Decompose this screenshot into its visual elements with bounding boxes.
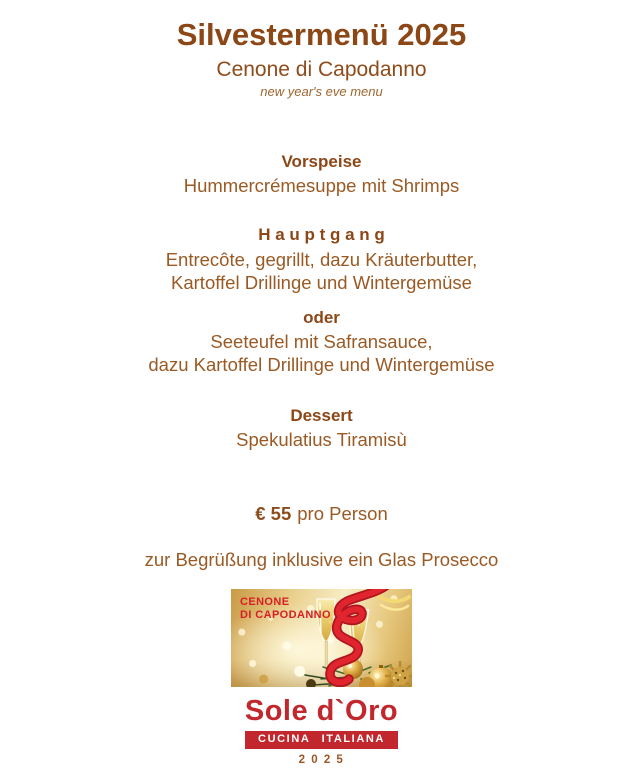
course-heading: oder xyxy=(303,307,340,327)
page-subtitle: Cenone di Capodanno xyxy=(216,58,427,82)
price-line xyxy=(0,503,643,525)
dark-ornament-silhouette xyxy=(306,679,316,687)
course-line: Spekulatius Tiramisù xyxy=(236,429,407,451)
course-main xyxy=(0,225,643,294)
course-dessert xyxy=(0,406,643,452)
course-line: dazu Kartoffel Drillinge und Wintergemüse xyxy=(148,353,495,375)
page-subtitle-translation: new year's eve menu xyxy=(260,84,383,100)
photo-caption-line1: CENONE xyxy=(240,596,290,609)
price-amount: € 55 xyxy=(255,503,292,525)
festive-photo xyxy=(231,589,412,687)
photo-caption-line2: DI CAPODANNO xyxy=(240,608,331,621)
welcome-note: zur Begrüßung inklusive ein Glas Prosecco xyxy=(144,549,499,571)
restaurant-name: Sole d`Oro xyxy=(244,695,399,728)
course-starter xyxy=(0,152,643,198)
course-heading: Vorspeise xyxy=(281,151,362,171)
course-line: Entrecôte, gegrillt, dazu Kräuterbutter, xyxy=(165,248,478,270)
course-heading: Dessert xyxy=(290,405,353,425)
course-line: Seeteufel mit Safransauce, xyxy=(210,330,433,352)
logo-tagline-banner: CUCINA ITALIANA xyxy=(245,731,398,749)
course-line: Hummercrémesuppe mit Shrimps xyxy=(183,175,460,197)
course-alternative xyxy=(0,308,643,377)
restaurant-logo xyxy=(0,695,643,766)
price-unit: pro Person xyxy=(297,503,388,525)
course-heading: H a u p t g a n g xyxy=(258,225,385,245)
course-line: Kartoffel Drillinge und Wintergemüse xyxy=(171,271,472,293)
photo-caption xyxy=(240,596,331,621)
logo-year: 2 0 2 5 xyxy=(298,753,345,766)
page-title: Silvestermenü 2025 xyxy=(176,17,467,52)
